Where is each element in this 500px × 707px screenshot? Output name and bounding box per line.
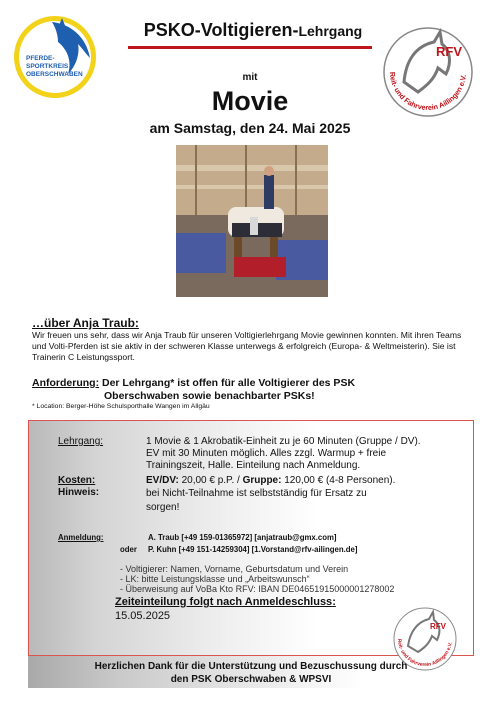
vaulting-hall-photo [176,145,328,297]
kosten-gruppe-label: Gruppe: [242,475,282,486]
schedule-date: 15.05.2025 [115,610,171,622]
thanks-note [28,660,474,686]
requirement-block [32,377,472,403]
schedule-colon: : [332,596,336,608]
event-date: am Samstag, den 24. Mai 2025 [149,120,351,136]
title-main: PSKO-Voltigieren- [143,20,299,40]
title-underline [128,46,372,49]
rfv-small-abbr: RFV [430,622,446,631]
title-small: Lehrgang [298,23,363,39]
contact-traub: A. Traub [+49 159-01365972] [anjatraub@gmx.com] [148,533,337,542]
oder-label: oder [120,545,137,554]
thanks-line-1: Herzlichen Dank für die Unterstützung und Bezuschussung durch [94,661,408,672]
rfv-small-arc-text: Reit- und Fahrverein Aillingen e.V. [395,638,454,669]
mit-label: mit [242,72,258,83]
hinweis-line-1: bei Nicht-Teilnahme ist selbstständig für Ersatz zu [146,488,367,499]
hinweis-label: Hinweis: [58,487,100,498]
lehrgang-line-3: Trainingszeit, Halle. Einteilung nach Anmeldung. [146,460,361,471]
rfv-arc-text: Reit- und Fahrverein Aillingen e.V. [387,71,468,113]
kosten-ev-label: EV/DV: [146,475,179,486]
schedule-heading-text: Zeiteinteilung folgt nach Anmeldeschluss [115,596,333,608]
movie-heading: Movie [211,86,289,116]
lehrgang-label: Lehrgang: [58,436,104,447]
kosten-gruppe-value: 120,00 € (4-8 Personen). [284,475,396,486]
contact-kuhn: P. Kuhn [+49 151-14259304] [1.Vorstand@rfv-ailingen.de] [148,545,358,554]
bullet-ueberweisung: - Überweisung auf VoBa Kto RFV: IBAN DE04651915000001278002 [120,584,395,594]
kosten-line [146,475,395,487]
logo-left-text-1: PFERDE- [26,55,55,62]
lehrgang-line-1: 1 Movie & 1 Akrobatik-Einheit zu je 60 Minuten (Gruppe / DV). [146,436,421,447]
page-title [118,20,388,41]
requirement-text-2: Oberschwaben sowie benachbarter PSKs! [104,390,315,402]
rfv-abbr: RFV [436,44,462,59]
anmeldung-label: Anmeldung: [58,533,104,542]
kosten-ev-value: 20,00 € p.P. / [181,475,240,486]
bullet-lk: - LK: bitte Leistungsklasse und „Arbeitswunsch“ [120,574,310,584]
bullet-voltigierer: - Voltigierer: Namen, Vorname, Geburtsdatum und Verein [120,564,349,574]
requirement-label: Anforderung: [32,377,100,389]
hinweis-line-2: sorgen! [146,502,180,513]
schedule-heading [115,596,336,608]
location-note: * Location: Berger-Höhe Schulsporthalle Wangen im Allgäu [32,403,210,410]
logo-left-text-3: OBERSCHWABEN [26,71,83,78]
thanks-line-2: den PSK Oberschwaben & WPSVI [170,674,332,685]
kosten-label: Kosten: [58,475,96,486]
lehrgang-line-2: EV mit 30 Minuten möglich. Alles zzgl. Warmup + freie [146,448,386,459]
about-text: Wir freuen uns sehr, dass wir Anja Traub für unseren Voltigierlehrgang Movie gewinnen konnten. Mit ihren Teams und Volti-Pferden ist sie aktiv in der schweren Klasse unterwegs & erfolgreich (Europa- & Weltmeisterin). Sie ist Trainerin C Leistungssport. [32,330,462,362]
logo-left-text-2: SPORTKREIS [26,63,69,70]
about-heading: …über Anja Traub: [32,316,139,330]
requirement-text-1: Der Lehrgang* ist offen für alle Voltigierer des PSK [102,377,356,389]
